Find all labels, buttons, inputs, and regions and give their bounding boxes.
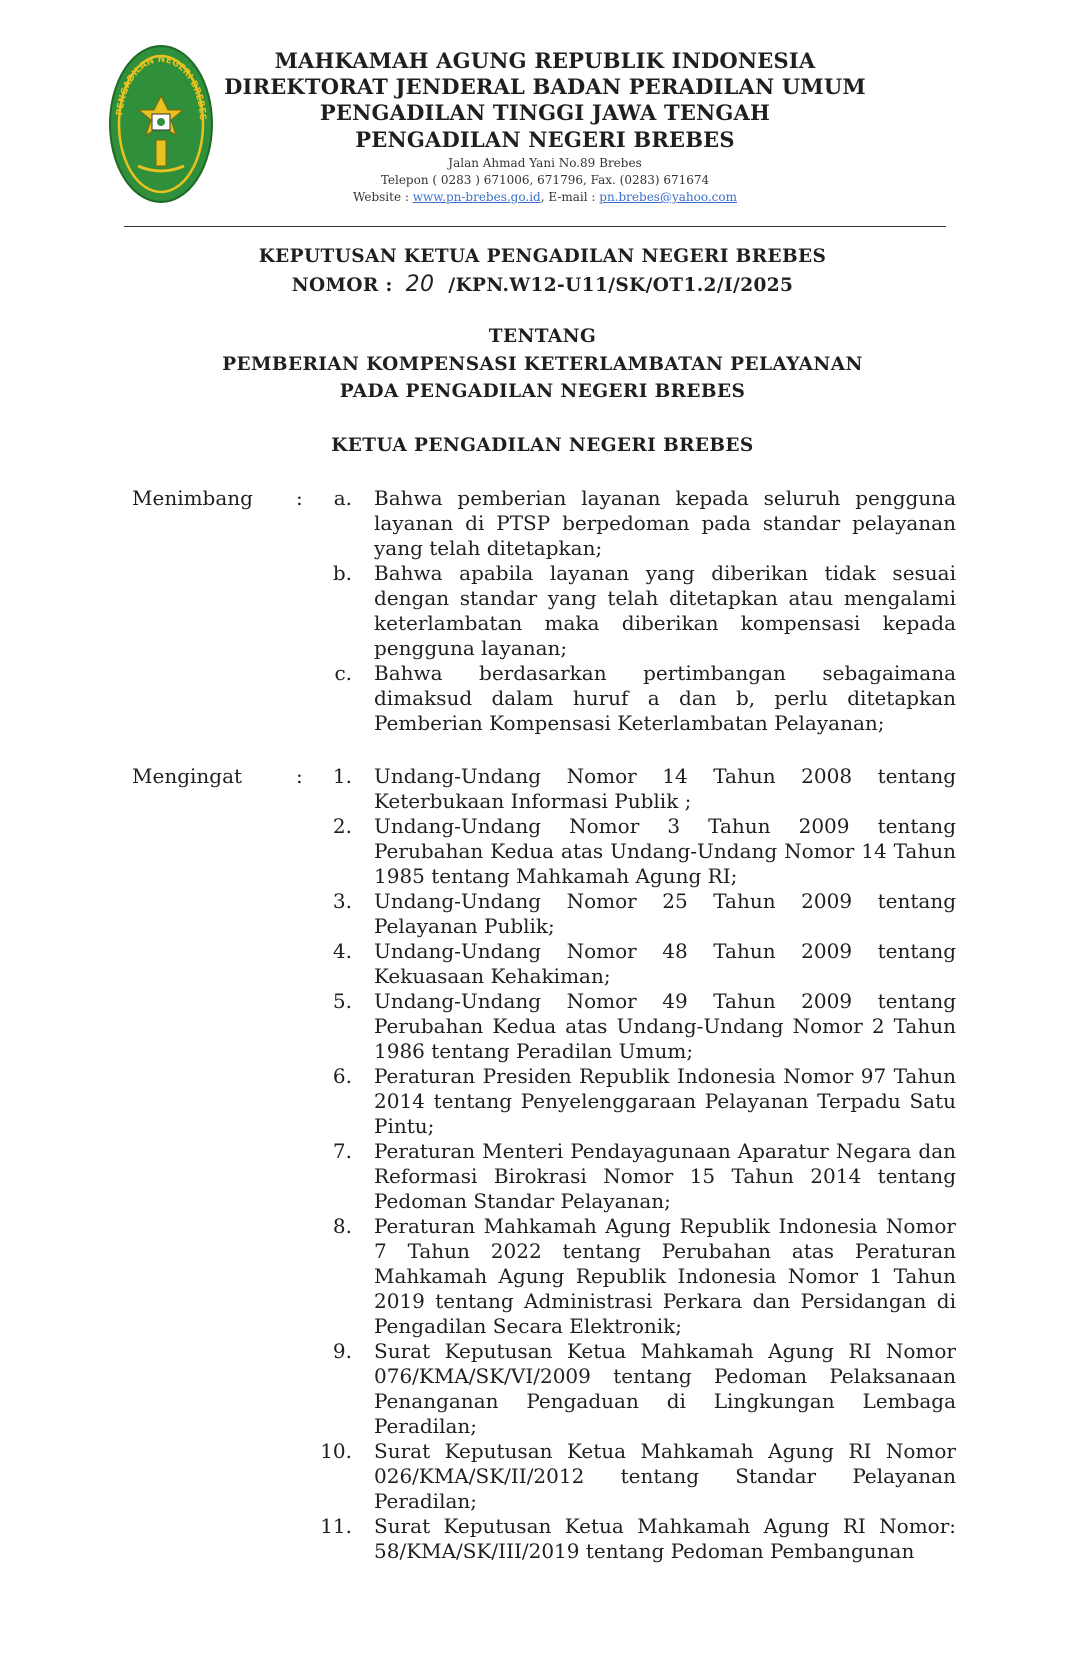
nomor-suffix: /KPN.W12-U11/SK/OT1.2/I/2025	[448, 275, 794, 296]
header-high-court: PENGADILAN TINGGI JAWA TENGAH	[319, 100, 771, 125]
list-marker: 10.	[320, 1439, 352, 1463]
list-marker: 7.	[332, 1139, 352, 1163]
list-item-text: Surat Keputusan Ketua Mahkamah Agung RI Nomor 026/KMA/SK/II/2012 tentang Standar Pelayanan Peradilan;	[374, 1439, 956, 1513]
header-divider	[124, 226, 946, 227]
court-emblem-logo	[108, 44, 214, 204]
list-item-text: Undang-Undang Nomor 3 Tahun 2009 tentang Perubahan Kedua atas Undang-Undang Nomor 14 Tahun 1985 tentang Mahkamah Agung RI;	[374, 814, 956, 888]
list-item-text: Peraturan Presiden Republik Indonesia Nomor 97 Tahun 2014 tentang Penyelenggaraan Pelayanan Terpadu Satu Pintu;	[374, 1064, 956, 1138]
decree-number	[100, 272, 985, 297]
list-item-text: Peraturan Menteri Pendayagunaan Aparatur Negara dan Reformasi Birokrasi Nomor 15 Tahun 2014 tentang Pedoman Standar Pelayanan;	[374, 1139, 956, 1213]
list-item-text: Undang-Undang Nomor 25 Tahun 2009 tentang Pelayanan Publik;	[374, 889, 956, 938]
list-item-text: Bahwa pemberian layanan kepada seluruh pengguna layanan di PTSP berpedoman pada standar pelayanan yang telah ditetapkan;	[374, 486, 956, 560]
website-link[interactable]: www.pn-brebes.go.id	[412, 190, 541, 204]
list-marker: 9.	[332, 1339, 352, 1363]
list-item-text: Bahwa apabila layanan yang diberikan tidak sesuai dengan standar yang telah ditetapkan atau mengalami keterlambatan maka diberikan kompensasi kepada pengguna layanan;	[374, 561, 956, 660]
mengingat-label: Mengingat	[132, 764, 243, 788]
svg-text:PENGADILAN NEGERI BREBES: PENGADILAN NEGERI BREBES	[115, 54, 208, 121]
list-marker: a.	[333, 486, 352, 510]
list-item-text: Surat Keputusan Ketua Mahkamah Agung RI Nomor 076/KMA/SK/VI/2009 tentang Pedoman Pelaksanaan Penanganan Pengaduan di Lingkungan Lembaga Peradilan;	[374, 1339, 956, 1438]
list-item-text: Peraturan Mahkamah Agung Republik Indonesia Nomor 7 Tahun 2022 tentang Perubahan atas Peraturan Mahkamah Agung Republik Indonesia Nomor 1 Tahun 2019 tentang Administrasi Perkara dan Persidangan di Pengadilan Secara Elektronik;	[374, 1214, 956, 1338]
list-marker: c.	[334, 661, 352, 685]
header-district-court: PENGADILAN NEGERI BREBES	[355, 127, 735, 152]
list-item-text: Undang-Undang Nomor 14 Tahun 2008 tentang Keterbukaan Informasi Publik ;	[374, 764, 956, 813]
list-marker: 4.	[332, 939, 352, 963]
list-marker: 8.	[332, 1214, 352, 1238]
decree-heading: KEPUTUSAN KETUA PENGADILAN NEGERI BREBES	[258, 246, 827, 267]
list-item-text: Bahwa berdasarkan pertimbangan sebagaimana dimaksud dalam huruf a dan b, perlu ditetapkan Pemberian Kompensasi Keterlambatan Pelayanan;	[374, 661, 956, 735]
list-marker: 1.	[332, 764, 352, 788]
menimbang-label: Menimbang	[132, 486, 253, 510]
list-item-text: Surat Keputusan Ketua Mahkamah Agung RI Nomor: 58/KMA/SK/III/2019 tentang Pedoman Pembangunan	[374, 1514, 956, 1563]
decree-subject-line2: PADA PENGADILAN NEGERI BREBES	[339, 381, 746, 402]
list-marker: 11.	[320, 1514, 352, 1538]
header-address: Jalan Ahmad Yani No.89 Brebes	[448, 156, 642, 170]
decree-subject-line1: PEMBERIAN KOMPENSASI KETERLAMBATAN PELAYANAN	[222, 354, 863, 375]
decree-tentang: TENTANG	[488, 326, 597, 347]
header-institution: MAHKAMAH AGUNG REPUBLIK INDONESIA	[274, 48, 816, 73]
list-marker: 2.	[332, 814, 352, 838]
email-link[interactable]: pn.brebes@yahoo.com	[599, 190, 737, 204]
website-label: Website :	[353, 190, 413, 204]
handwritten-number: 20	[405, 272, 435, 297]
list-item-text: Undang-Undang Nomor 49 Tahun 2009 tentang Perubahan Kedua atas Undang-Undang Nomor 2 Tahun 1986 tentang Peradilan Umum;	[374, 989, 956, 1063]
header-directorate: DIREKTORAT JENDERAL BADAN PERADILAN UMUM	[224, 74, 866, 99]
nomor-label: NOMOR :	[291, 275, 393, 296]
list-marker: 6.	[332, 1064, 352, 1088]
header-web-email	[205, 190, 885, 204]
list-item-text: Undang-Undang Nomor 48 Tahun 2009 tentang Kekuasaan Kehakiman;	[374, 939, 956, 988]
decree-authority: KETUA PENGADILAN NEGERI BREBES	[331, 435, 754, 456]
list-marker: b.	[332, 561, 352, 585]
email-label: , E-mail :	[540, 190, 600, 204]
mengingat-colon: :	[296, 764, 303, 788]
list-marker: 5.	[332, 989, 352, 1013]
list-marker: 3.	[332, 889, 352, 913]
header-phone: Telepon ( 0283 ) 671006, 671796, Fax. (0283) 671674	[380, 173, 710, 187]
menimbang-colon: :	[296, 486, 303, 510]
